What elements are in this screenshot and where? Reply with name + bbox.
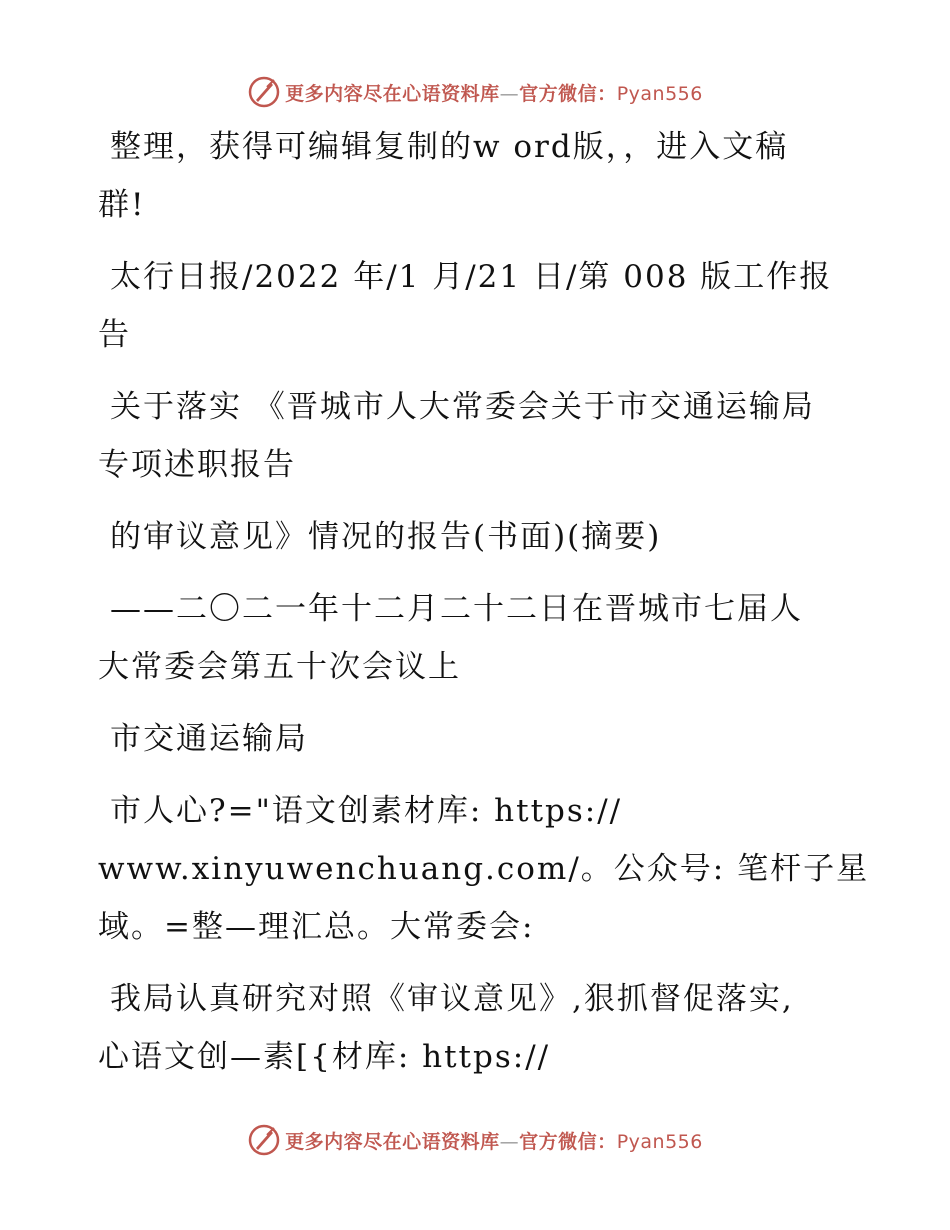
- paragraph-source: [98, 248, 858, 364]
- paragraph-date: [98, 580, 858, 696]
- paragraph-greeting: [98, 782, 870, 956]
- text-line: 的审议意见》情况的报告(书面)(摘要): [110, 519, 662, 555]
- paragraph-body: [98, 970, 858, 1086]
- watermark-banner-bottom: [0, 1120, 950, 1160]
- watermark-text: 更多内容尽在心语资料库—官方微信：Pyan556: [285, 82, 703, 105]
- text-line: 告: [98, 317, 131, 353]
- text-line: 太行日报/2022 年/1 月/21 日/第 008 版工作报: [110, 259, 833, 295]
- text-line: 我局认真研究对照《审议意见》,狠抓督促落实,: [110, 981, 794, 1017]
- paragraph-title: [98, 378, 858, 494]
- quill-logo-icon: [247, 1123, 281, 1157]
- text-line: 关于落实 《晋城市人大常委会关于市交通运输局: [110, 389, 815, 425]
- text-line: 市人心?="语文创素材库: https://: [110, 793, 623, 829]
- watermark-banner-top: [0, 72, 950, 112]
- watermark-text: 更多内容尽在心语资料库—官方微信：Pyan556: [285, 1130, 703, 1153]
- text-line: 整理，获得可编辑复制的w ord版，，进入文稿: [110, 129, 789, 165]
- text-line: 心语文创—素[{材库: https://: [98, 1039, 551, 1075]
- paragraph-author: [98, 710, 858, 768]
- text-line: 群!: [98, 187, 146, 223]
- text-line: 市交通运输局: [110, 721, 308, 757]
- text-line: 专项述职报告: [98, 447, 296, 483]
- document-body: [98, 118, 870, 1086]
- text-line: 大常委会第五十次会议上: [98, 649, 461, 685]
- text-line: www.xinyuwenchuang.com/。公众号: 笔杆子星: [98, 851, 870, 887]
- quill-logo-icon: [247, 75, 281, 109]
- paragraph-note: [98, 118, 858, 234]
- text-line: 域。=整—理汇总。大常委会:: [98, 909, 535, 945]
- paragraph-title-cont: [98, 508, 858, 566]
- text-line: ——二〇二一年十二月二十二日在晋城市七届人: [110, 591, 803, 627]
